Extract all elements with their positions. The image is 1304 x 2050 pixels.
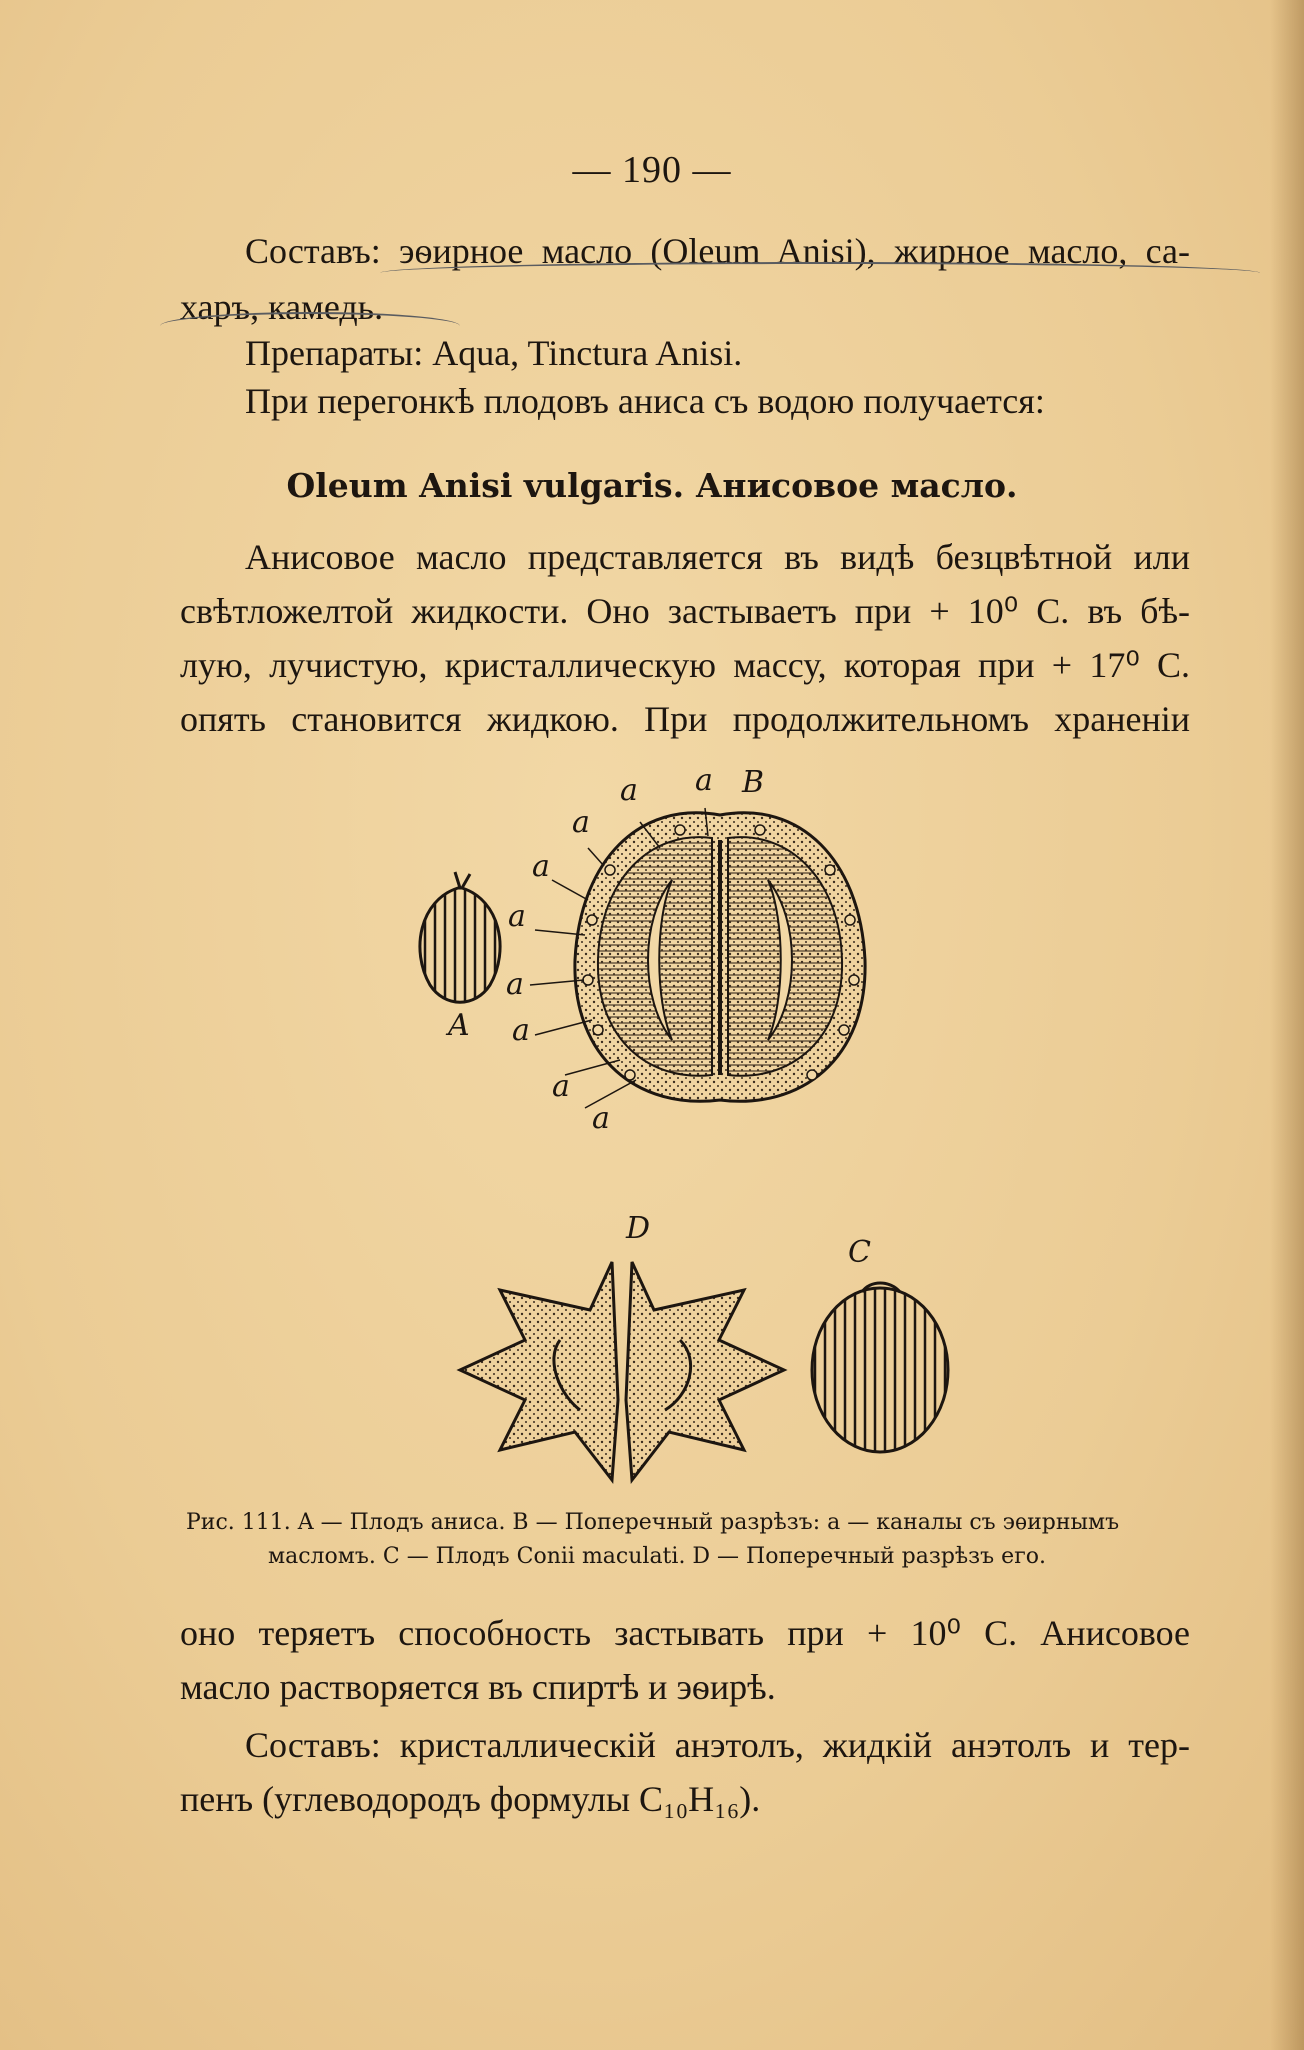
text-line: свѣтложелтой жидкости. Оно застываетъ при + 10⁰ С. въ бѣ- <box>180 591 1190 631</box>
label-a: a <box>508 899 526 934</box>
label-B: B <box>742 765 765 800</box>
text-line: опять становится жидкою. При продолжительномъ храненіи <box>180 699 1190 739</box>
label-C: C <box>848 1235 871 1270</box>
conium-fruit-drawing <box>812 1283 948 1452</box>
text-line: харъ, камедь. <box>180 287 384 327</box>
text-line: Составъ: кристаллическій анэтолъ, жидкій анэтолъ и тер- <box>245 1725 1190 1765</box>
figure-caption-line: Рис. 111. A — Плодъ аниса. B — Поперечный разрѣзъ: a — каналы съ эѳирнымъ <box>186 1510 1120 1535</box>
label-a: a <box>592 1101 610 1136</box>
label-a: a <box>506 967 524 1002</box>
figure-caption-line: масломъ. C — Плодъ Conii maculati. D — Поперечный разрѣзъ его. <box>268 1544 1046 1569</box>
label-D: D <box>626 1211 651 1246</box>
section-heading: Oleum Anisi vulgaris. Анисовое масло. <box>286 466 1018 505</box>
label-a: a <box>572 805 590 840</box>
cross-section-drawing <box>530 808 865 1108</box>
label-A: A <box>448 1008 470 1043</box>
conium-cross-section-drawing <box>460 1262 784 1480</box>
anise-fruit-drawing <box>420 872 500 1002</box>
label-a: a <box>532 849 550 884</box>
text-line: масло растворяется въ спиртѣ и эѳирѣ. <box>180 1667 776 1707</box>
text-line: Препараты: Aqua, Tinctura Anisi. <box>245 333 743 373</box>
text-line: пенъ (углеводородъ формулы C₁₀H₁₆). <box>180 1779 761 1819</box>
label-a: a <box>620 773 638 808</box>
label-a: a <box>695 763 713 798</box>
label-a: a <box>552 1069 570 1104</box>
label-a: a <box>512 1013 530 1048</box>
text-line: лую, лучистую, кристаллическую массу, которая при + 17⁰ С. <box>180 645 1190 685</box>
text-line: При перегонкѣ плодовъ аниса съ водою получается: <box>245 381 1045 421</box>
text-line: Составъ: эѳирное масло (Oleum Anisi), жирное масло, са- <box>245 231 1190 271</box>
text-line: оно теряетъ способность застывать при + 10⁰ С. Анисовое <box>180 1613 1190 1653</box>
page-number: — 190 — <box>572 149 732 191</box>
text-line: Анисовое масло представляется въ видѣ безцвѣтной или <box>245 537 1190 577</box>
